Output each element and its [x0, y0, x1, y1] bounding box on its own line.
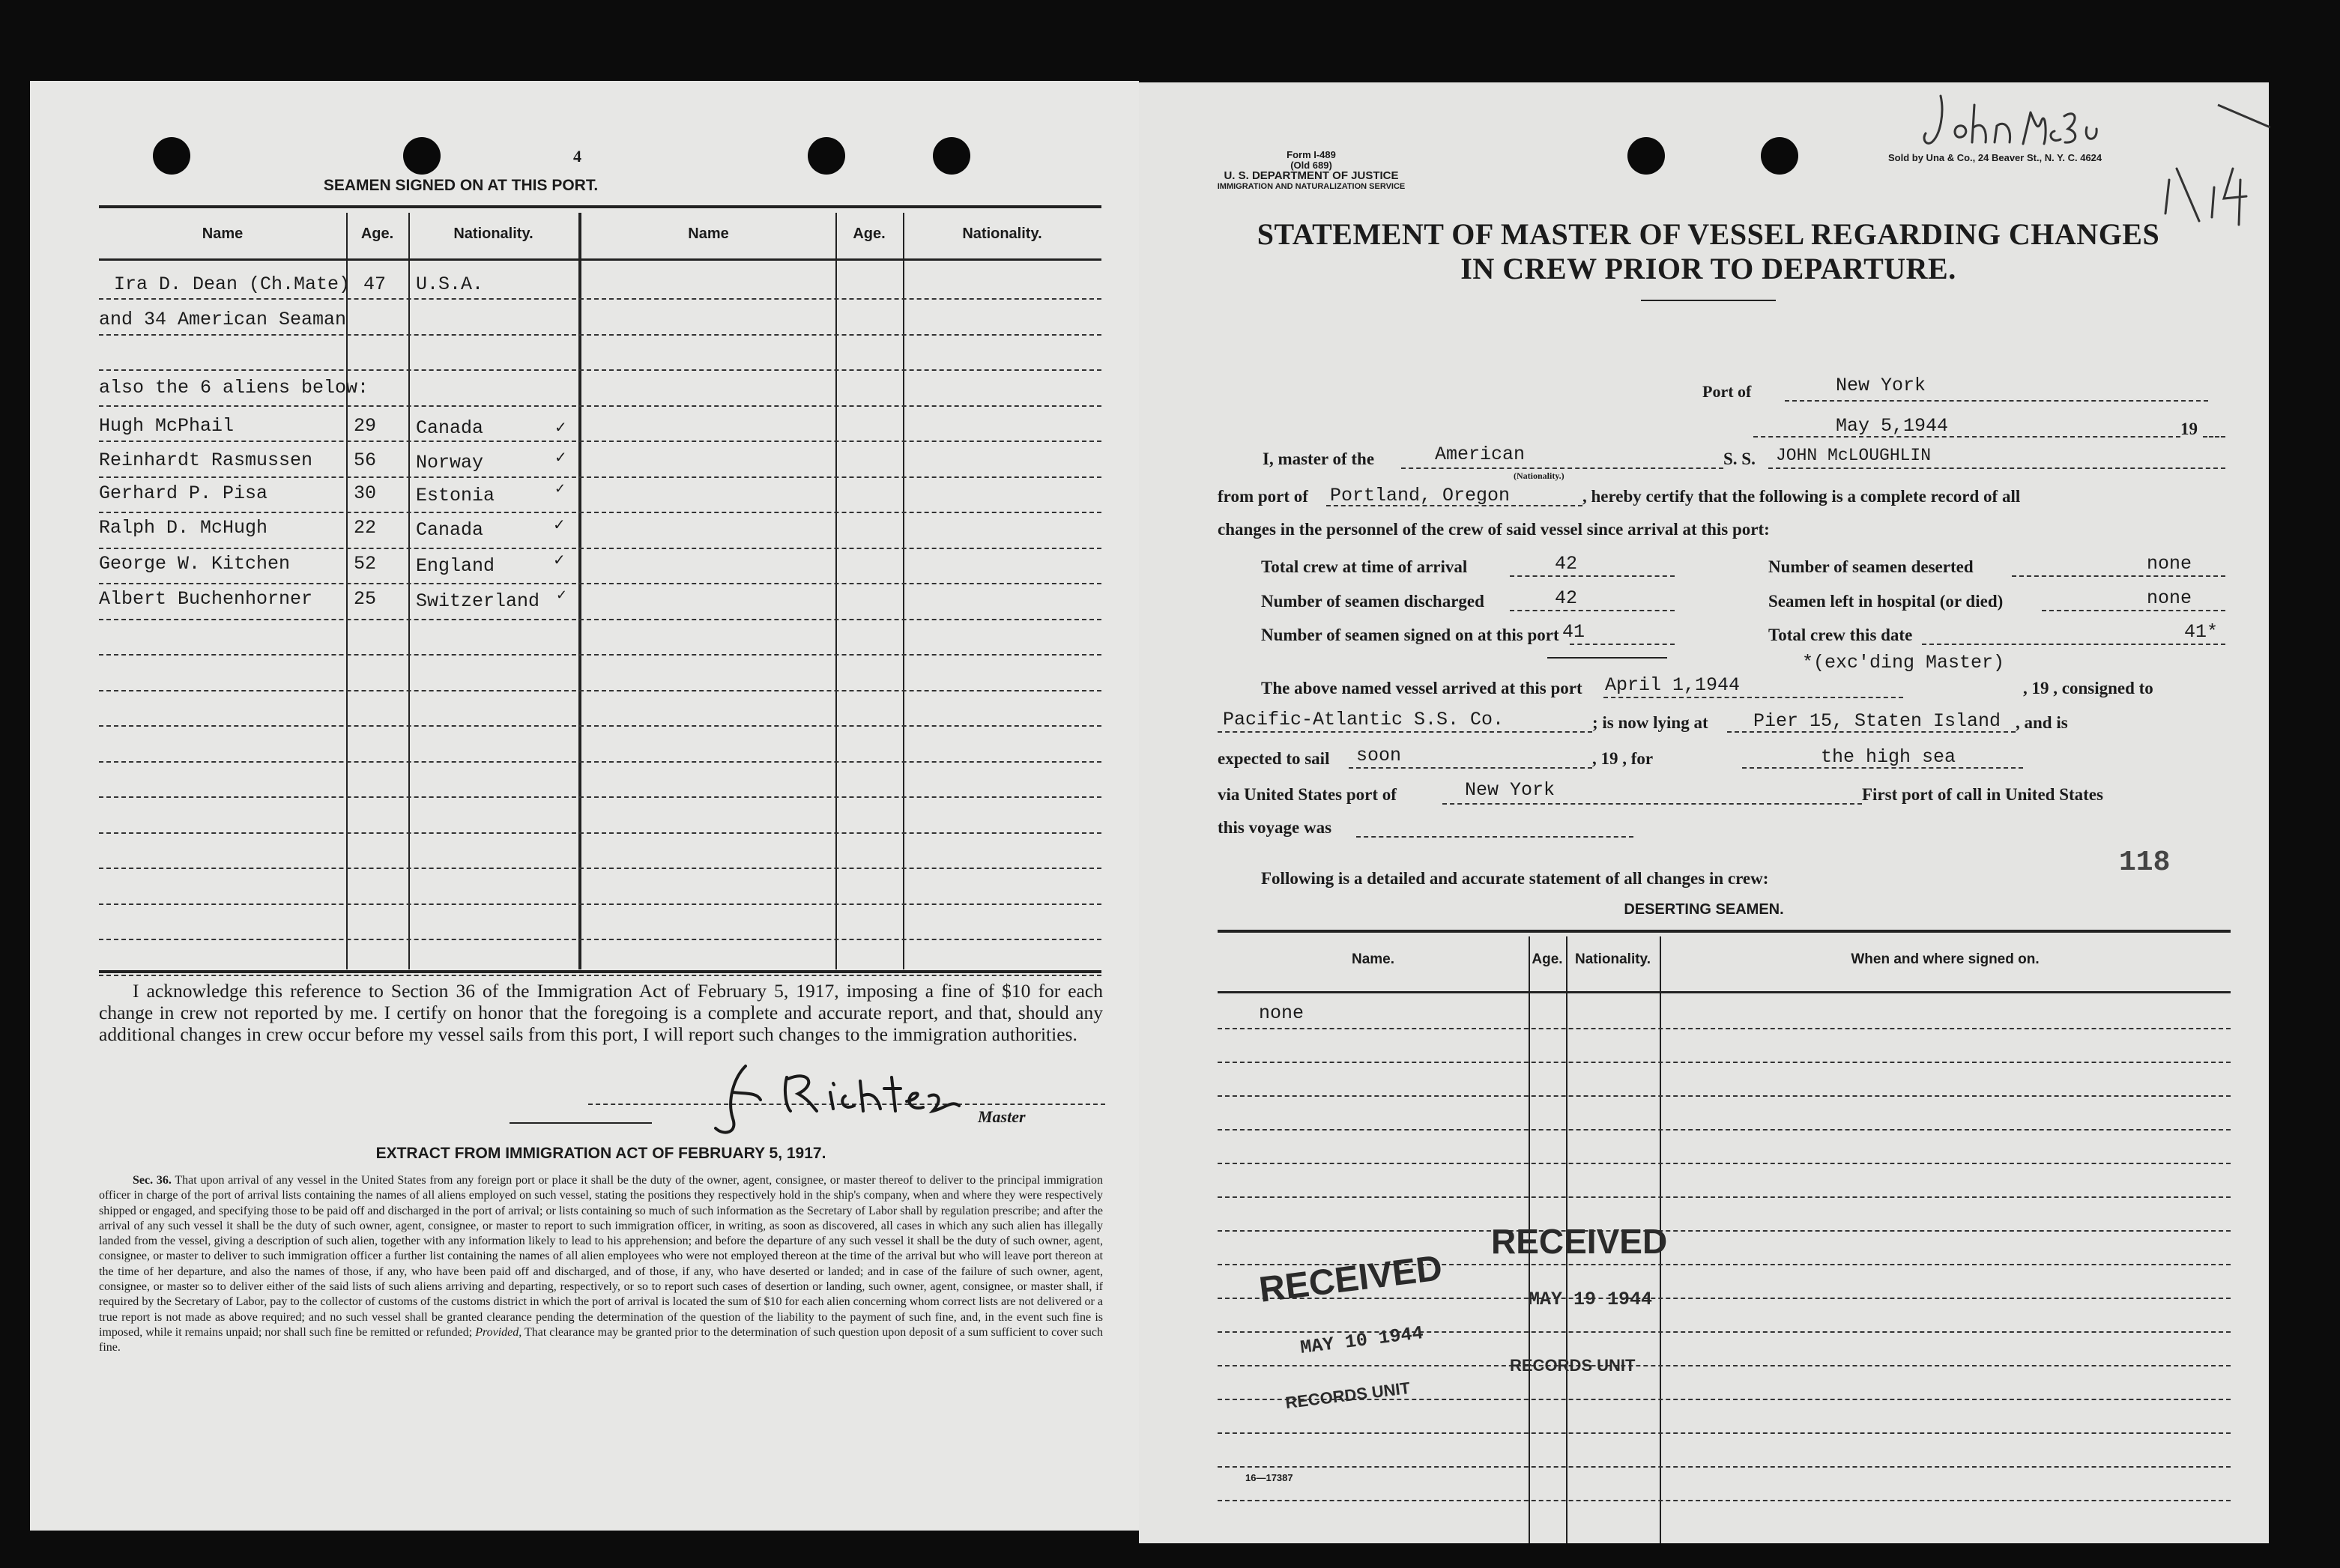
table-top-rule	[99, 205, 1101, 208]
excluding-note: *(exc'ding Master)	[1802, 652, 2005, 673]
crew-name: Ira D. Dean (Ch.Mate)	[114, 273, 351, 295]
stamp-number: 118	[2119, 847, 2171, 879]
table-row-line	[99, 868, 1101, 869]
and-is-text: , and is	[2016, 713, 2068, 732]
fill-line	[2203, 436, 2225, 438]
fill-line	[1603, 697, 1903, 698]
received-stamp-2-date: MAY 19 1944	[1529, 1289, 1653, 1310]
fill-line	[1401, 467, 1723, 469]
table-row-line	[99, 476, 1101, 478]
col-header-age: Age.	[360, 225, 394, 242]
discharged-label: Number of seamen discharged	[1261, 592, 1484, 611]
crew-age: 29	[354, 415, 377, 437]
discharged-value: 42	[1555, 587, 1578, 609]
hospital-label: Seamen left in hospital (or died)	[1768, 592, 2004, 611]
extract-text: That upon arrival of any vessel in the United States from any foreign port or place it shall be the duty of the owner, agent, consignee, or master thereof to deliver to the principal immigration officer in charge of the port of arrival lists containing the names of all aliens employed on such vessel, stating the positions they respectively hold in the ship's company, when and where they were respectively shipped or engaged, and specifying those to be paid off and discharged in the port of arrival; or lists containing so much of such information as the Secretary of Labor shall by regulation prescribe; and after the arrival of any such vessel it shall be the duty of such owner, agent, consignee, or master to report to such immigration officer, in writing, as soon as discovered, all cases in which any such alien has illegally landed from the vessel, giving a description of such alien, together with any information likely to lead to his apprehension; and before the departure of any such vessel it shall be the duty of such owner, agent, consignee, or master to deliver to such immigration officer a further list containing the names of all alien employees who were not employed thereon at the time of the arrival but who will leave port thereon at the time of her departure, and also the names of those, if any, who have been paid off and discharged, and of those, if any, who have deserted or landed; and in case of the failure of such owner, agent, consignee, or master so to deliver either of the said lists of such aliens arriving and departing, respectively, or so to report such cases of desertion or landing, such owner, agent, consignee, or master shall, if required by the Secretary of Labor, pay to the collector of customs of the customs district in which the port of arrival is located the sum of $10 for each alien concerning whom correct lists are not delivered or a true report is not made as above required; and no such vessel shall be granted clearance pending the determination of the question of the liability to the payment of such fine, and, in the event such fine is imposed, while it remains unpaid; nor shall such fine be remitted or refunded;	[99, 1174, 1104, 1339]
check-mark-icon: ✓	[553, 552, 566, 569]
fill-line	[1753, 436, 2180, 438]
crew-age: 52	[354, 553, 377, 575]
via-label: via United States port of	[1218, 785, 1397, 804]
following-text: Following is a detailed and accurate statement of all changes in crew:	[1261, 869, 1769, 888]
nationality-value: American	[1435, 444, 1526, 465]
received-stamp-1-unit: RECORDS UNIT	[1284, 1378, 1412, 1413]
table-row-line	[1218, 1062, 2231, 1063]
arrived-value: April 1,1944	[1605, 674, 1741, 696]
total-date-value: 41*	[2184, 621, 2219, 643]
changes-text: changes in the personnel of the crew of said vessel since arrival at this port:	[1218, 520, 1770, 539]
received-stamp-2: RECEIVED	[1491, 1222, 1668, 1261]
table-row-line	[1218, 1500, 2231, 1501]
col-header-nationality: Nationality.	[453, 225, 533, 242]
from-port-value: Portland, Oregon	[1330, 485, 1511, 506]
table-row-line	[1218, 1365, 2231, 1366]
date-value: May 5,1944	[1836, 415, 1949, 437]
extract-title: EXTRACT FROM IMMIGRATION ACT OF FEBRUARY 5, 1917.	[375, 1145, 826, 1162]
for-label: , 19 , for	[1592, 749, 1654, 768]
title-line-1: STATEMENT OF MASTER OF VESSEL REGARDING CHANGES	[1257, 217, 2160, 251]
table-row-line	[99, 975, 1101, 976]
table-row-line	[1218, 1028, 2231, 1029]
signed-on-label: Number of seamen signed on at this port	[1261, 626, 1559, 644]
col-header-name: Name	[688, 225, 729, 242]
crew-name: Ralph D. McHugh	[99, 517, 268, 539]
table-row-line	[99, 725, 1101, 727]
table-row-line	[99, 298, 1101, 300]
table-header-rule	[99, 258, 1101, 261]
received-stamp-1: RECEIVED	[1257, 1248, 1445, 1310]
left-page	[30, 81, 1139, 1531]
from-port-label: from port of	[1218, 487, 1308, 506]
deserted-label: Number of seamen deserted	[1768, 557, 1974, 576]
seamen-signed-title: SEAMEN SIGNED ON AT THIS PORT.	[323, 177, 599, 194]
first-port-label: First port of call in United States	[1862, 785, 2103, 804]
voyage-label: this voyage was	[1218, 818, 1332, 837]
fill-line	[1218, 731, 1592, 733]
fill-line	[1785, 400, 2208, 402]
table-row-line	[1218, 1129, 2231, 1130]
crew-age: 47	[363, 273, 387, 295]
extract-provided: Provided,	[475, 1325, 522, 1339]
table-row-line	[1218, 1196, 2231, 1198]
col-header-age: Age.	[853, 225, 886, 242]
deserting-title: DESERTING SEAMEN.	[1624, 901, 1784, 918]
footer-code: 16—17387	[1245, 1472, 1293, 1483]
col-divider	[835, 213, 837, 969]
punch-hole	[933, 137, 970, 175]
received-stamp-2-unit: RECORDS UNIT	[1510, 1356, 1636, 1375]
deserting-none: none	[1259, 1002, 1304, 1024]
master-label: Master	[978, 1107, 1026, 1126]
check-mark-icon: ✓	[554, 420, 567, 436]
table-top-rule	[1218, 930, 2231, 933]
master-signature	[704, 1047, 989, 1137]
crew-name: Albert Buchenhorner	[99, 588, 313, 610]
col-header-name: Name	[202, 225, 244, 242]
crew-name: Gerhard P. Pisa	[99, 482, 268, 504]
fill-line	[1510, 575, 1675, 577]
table-row-line	[1218, 1163, 2231, 1164]
handwritten-annotation	[1918, 82, 2270, 240]
table-row-line	[99, 690, 1101, 691]
acknowledgment-text: I acknowledge this reference to Section 36 of the Immigration Act of February 5, 1917, imposing a fine of $10 for each change in crew not reported by me. I certify on honor that the foregoing is a complete and accurate report, and that, should any additional changes in crew occur before my vessel sails from this port, I will report such changes to the immigration authorities.	[99, 980, 1103, 1045]
punch-hole	[403, 137, 441, 175]
for-value: the high sea	[1821, 746, 1956, 768]
hospital-value: none	[2147, 587, 2192, 609]
crew-age: 25	[354, 588, 377, 610]
sold-by: Sold by Una & Co., 24 Beaver St., N. Y. C. 4624	[1888, 152, 2102, 163]
crew-age: 56	[354, 449, 377, 471]
check-mark-icon: ✓	[554, 481, 566, 496]
crew-nationality: Norway	[416, 452, 484, 473]
title-line-2: IN CREW PRIOR TO DEPARTURE.	[1460, 252, 1956, 285]
fill-line	[2042, 610, 2225, 611]
col-header-nationality: Nationality.	[962, 225, 1042, 242]
certify-text: , hereby certify that the following is a complete record of all	[1582, 487, 2021, 506]
fill-line	[1356, 836, 1633, 838]
table-row-line	[99, 512, 1101, 513]
col-divider	[903, 213, 904, 969]
consignee-value: Pacific-Atlantic S.S. Co.	[1223, 709, 1505, 730]
table-row-line	[99, 761, 1101, 763]
table-row-line	[1218, 1298, 2231, 1299]
punch-hole	[153, 137, 190, 175]
lying-label: ; is now lying at	[1592, 713, 1708, 732]
crew-nationality: Switzerland	[416, 590, 540, 612]
table-row-line	[99, 619, 1101, 620]
deserted-value: none	[2147, 553, 2192, 575]
table-header-rule	[1218, 991, 2231, 993]
punch-hole	[1761, 137, 1798, 175]
col-header-age: Age.	[1532, 951, 1563, 967]
col-divider	[346, 213, 348, 969]
table-row-line	[99, 939, 1101, 940]
service: IMMIGRATION AND NATURALIZATION SERVICE	[1217, 182, 1406, 191]
crew-name: Hugh McPhail	[99, 415, 235, 437]
crew-nationality: England	[416, 555, 495, 577]
punch-hole	[1627, 137, 1665, 175]
table-row-line	[99, 405, 1101, 407]
col-header-nationality: Nationality.	[1575, 951, 1651, 967]
table-row-line	[99, 583, 1101, 584]
signed-on-value: 41	[1562, 621, 1585, 643]
check-mark-icon: ✓	[556, 587, 568, 602]
punch-hole	[808, 137, 845, 175]
col-divider	[578, 213, 581, 969]
crew-nationality: Canada	[416, 519, 484, 541]
table-row-line	[99, 334, 1101, 336]
ss-label: S. S.	[1723, 449, 1756, 468]
col-divider	[408, 213, 410, 969]
consigned-label: , 19 , consigned to	[2023, 679, 2153, 697]
extract-body	[99, 1173, 1103, 1356]
sum-rule	[1547, 657, 1667, 659]
crew-name: also the 6 aliens below:	[99, 377, 369, 399]
table-row-line	[1218, 1230, 2231, 1232]
crew-age: 30	[354, 482, 377, 504]
crew-nationality: U.S.A.	[416, 273, 484, 295]
crew-name: and 34 American Seaman	[99, 309, 347, 330]
check-mark-icon: ✓	[553, 517, 566, 533]
expected-label: expected to sail	[1218, 749, 1330, 768]
page-number: 4	[573, 147, 581, 166]
expected-value: soon	[1356, 745, 1402, 766]
crew-age: 22	[354, 517, 377, 539]
table-row-line	[99, 369, 1101, 371]
table-bottom-rule	[99, 970, 1101, 973]
fill-line	[1349, 767, 1592, 769]
right-page	[1139, 82, 2269, 1543]
total-arrival-label: Total crew at time of arrival	[1261, 557, 1468, 576]
fill-line	[1570, 644, 1675, 645]
fill-line	[1442, 803, 1862, 805]
statement-title	[1169, 217, 2248, 286]
form-number: Form I-489	[1287, 149, 1336, 160]
check-mark-icon: ✓	[554, 449, 567, 466]
fill-line	[2012, 575, 2225, 577]
crew-name: Reinhardt Rasmussen	[99, 449, 313, 471]
port-value: New York	[1836, 375, 1926, 396]
table-row-line	[1218, 1432, 2231, 1434]
table-row-line	[1218, 1095, 2231, 1097]
crew-nationality: Estonia	[416, 485, 495, 506]
fill-line	[1768, 467, 2225, 469]
department: U. S. DEPARTMENT OF JUSTICE	[1224, 169, 1399, 182]
extract-rule	[510, 1122, 652, 1124]
total-arrival-value: 42	[1555, 553, 1578, 575]
crew-nationality: Canada	[416, 417, 484, 439]
extract-section: Sec. 36.	[133, 1174, 172, 1187]
table-row-line	[1218, 1466, 2231, 1468]
crew-name: George W. Kitchen	[99, 553, 291, 575]
col-header-name: Name.	[1351, 951, 1395, 967]
table-row-line	[99, 548, 1101, 549]
title-rule	[1641, 300, 1776, 301]
table-row-line	[99, 832, 1101, 834]
arrived-label: The above named vessel arrived at this port	[1261, 679, 1582, 697]
port-label: Port of	[1702, 382, 1752, 401]
ship-value: JOHN McLOUGHLIN	[1776, 446, 1932, 465]
received-stamp-1-date: MAY 10 1944	[1299, 1322, 1425, 1359]
table-row-line	[99, 903, 1101, 905]
form-old: (Old 689)	[1290, 160, 1332, 171]
table-row-line	[99, 796, 1101, 798]
table-row-line	[99, 441, 1101, 442]
col-header-when-where: When and where signed on.	[1851, 951, 2040, 967]
via-value: New York	[1465, 779, 1556, 801]
table-row-line	[99, 654, 1101, 656]
fill-line	[1510, 610, 1675, 611]
extract-end: That clearance may be granted prior to the determination of such question upon deposit of a sum sufficient to cover such fine.	[99, 1325, 1104, 1354]
nationality-hint: (Nationality.)	[1514, 470, 1564, 481]
fill-line	[1922, 644, 2225, 645]
form-header	[1139, 150, 1484, 192]
master-of-label: I, master of the	[1263, 449, 1375, 468]
lying-value: Pier 15, Staten Island	[1753, 710, 2001, 732]
date-suffix: 19	[2180, 420, 2198, 438]
total-date-label: Total crew this date	[1768, 626, 1913, 644]
